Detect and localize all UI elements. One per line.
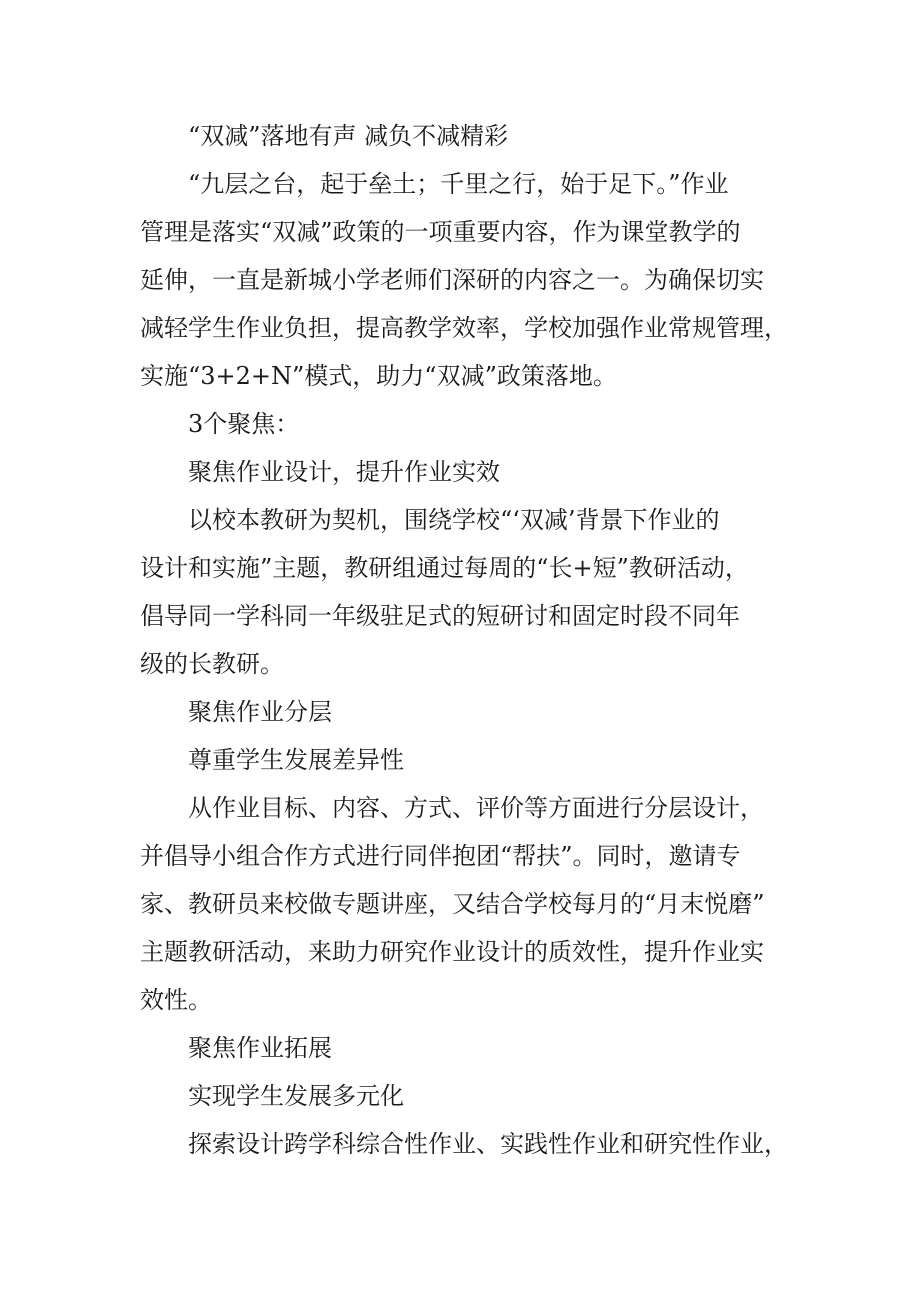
focus1-paragraph	[140, 496, 788, 688]
paragraph-line: 延伸，一直是新城小学老师们深研的内容之一。为确保切实	[140, 266, 764, 294]
paragraph-line: 倡导同一学科同一年级驻足式的短研讨和固定时段不同年	[140, 602, 740, 630]
paragraph-line: 探索设计跨学科综合性作业、实践性作业和研究性作业，	[188, 1130, 788, 1158]
document-body	[140, 112, 788, 1168]
paragraph-line: 并倡导小组合作方式进行同伴抱团“帮扶”。同时，邀请专	[140, 842, 741, 870]
document-title: “双减”落地有声 减负不减精彩	[188, 122, 509, 150]
focus3-subheading: 实现学生发展多元化	[188, 1082, 404, 1110]
section-heading: 3个聚焦：	[188, 410, 300, 438]
paragraph-line: 效性。	[140, 986, 212, 1014]
paragraph-line: 级的长教研。	[140, 650, 284, 678]
paragraph-line: “九层之台，起于垒土；千里之行，始于足下。”作业	[188, 170, 729, 198]
focus1-heading: 聚焦作业设计，提升作业实效	[188, 458, 500, 486]
paragraph-line: 家、教研员来校做专题讲座，又结合学校每月的“月末悦磨”	[140, 890, 765, 918]
focus2-paragraph	[140, 784, 788, 1024]
focus3-heading: 聚焦作业拓展	[188, 1034, 332, 1062]
paragraph-line: 以校本教研为契机，围绕学校“‘双减’背景下作业的	[188, 506, 720, 534]
focus2-heading: 聚焦作业分层	[188, 698, 332, 726]
paragraph-line: 减轻学生作业负担，提高教学效率，学校加强作业常规管理，	[140, 314, 788, 342]
paragraph-line: 设计和实施”主题，教研组通过每周的“长+短”教研活动，	[140, 554, 749, 582]
focus2-subheading: 尊重学生发展差异性	[188, 746, 404, 774]
focus3-paragraph	[140, 1120, 788, 1168]
paragraph-line: 实施“3+2+N”模式，助力“双减”政策落地。	[140, 362, 617, 390]
intro-paragraph	[140, 160, 788, 400]
paragraph-line: 从作业目标、内容、方式、评价等方面进行分层设计，	[188, 794, 764, 822]
paragraph-line: 主题教研活动，来助力研究作业设计的质效性，提升作业实	[140, 938, 764, 966]
paragraph-line: 管理是落实“双减”政策的一项重要内容，作为课堂教学的	[140, 218, 741, 246]
